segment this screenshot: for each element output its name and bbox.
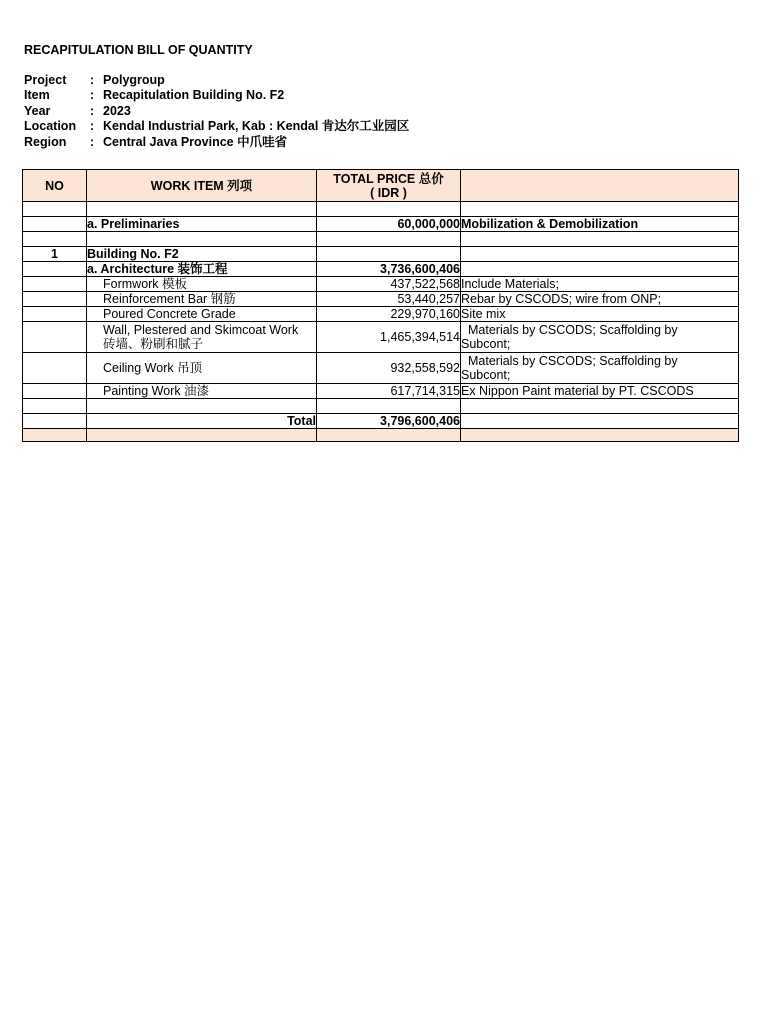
meta-row-item — [24, 88, 409, 103]
total-label: Total — [87, 414, 317, 429]
cell-empty — [87, 399, 317, 414]
meta-value-location: Kendal Industrial Park, Kab : Kendal 肯达尔工业园区 — [103, 119, 410, 134]
cell-no — [23, 414, 87, 429]
cell-note: Include Materials; — [461, 277, 739, 292]
note-line1: Materials by CSCODS; Scaffolding by — [468, 323, 678, 337]
total-price: 3,796,600,406 — [317, 414, 461, 429]
meta-row-location — [24, 119, 409, 134]
cell-work-item: Poured Concrete Grade — [87, 307, 317, 322]
cell-empty — [87, 232, 317, 247]
footer-cell — [317, 429, 461, 442]
cell-work-item — [87, 322, 317, 353]
table-row — [23, 292, 739, 307]
cell-note — [461, 414, 739, 429]
table-row — [23, 307, 739, 322]
meta-label-year: Year — [24, 103, 51, 118]
footer-cell — [461, 429, 739, 442]
note-line2: Subcont; — [461, 368, 511, 382]
cell-total-price: 932,558,592 — [317, 353, 461, 384]
meta-row-region — [24, 135, 409, 150]
work-item-line2: 砖墙、粉刷和腻子 — [103, 337, 204, 351]
cell-note — [461, 262, 739, 277]
cell-empty — [317, 232, 461, 247]
header-total-price — [317, 170, 461, 202]
cell-total-price: 617,714,315 — [317, 384, 461, 399]
header-work-item: WORK ITEM 列项 — [87, 170, 317, 202]
cell-total-price: 3,736,600,406 — [317, 262, 461, 277]
cell-empty — [23, 202, 87, 217]
table-row-ceiling — [23, 353, 739, 384]
cell-no — [23, 277, 87, 292]
cell-note: Rebar by CSCODS; wire from ONP; — [461, 292, 739, 307]
cell-total-price: 229,970,160 — [317, 307, 461, 322]
cell-note: Site mix — [461, 307, 739, 322]
table-row-total — [23, 414, 739, 429]
meta-label-item: Item — [24, 88, 50, 103]
bill-of-quantity-table — [22, 169, 739, 442]
cell-total-price: 53,440,257 — [317, 292, 461, 307]
cell-work-item: a. Architecture 装饰工程 — [87, 262, 317, 277]
table-row-painting — [23, 384, 739, 399]
cell-empty — [87, 202, 317, 217]
meta-colon: : — [90, 103, 95, 118]
cell-no — [23, 292, 87, 307]
meta-label-location: Location — [24, 119, 77, 134]
cell-no — [23, 384, 87, 399]
table-row-architecture — [23, 262, 739, 277]
table-row-wall — [23, 322, 739, 353]
cell-no — [23, 353, 87, 384]
cell-no — [23, 307, 87, 322]
note-line2: Subcont; — [461, 337, 511, 351]
cell-total-price: 60,000,000 — [317, 217, 461, 232]
cell-total-price: 1,465,394,514 — [317, 322, 461, 353]
cell-empty — [23, 399, 87, 414]
cell-empty — [317, 399, 461, 414]
cell-no — [23, 217, 87, 232]
header-note — [461, 170, 739, 202]
cell-work-item: Formwork 模板 — [87, 277, 317, 292]
cell-note — [461, 322, 739, 353]
meta-colon: : — [90, 88, 95, 103]
meta-colon: : — [90, 73, 95, 87]
cell-work-item: Building No. F2 — [87, 247, 317, 262]
meta-label-project: Project — [24, 73, 67, 87]
table-row-blank — [23, 232, 739, 247]
table-header-row — [23, 170, 739, 202]
cell-empty — [461, 232, 739, 247]
table-row-blank — [23, 202, 739, 217]
cell-work-item: Painting Work 油漆 — [87, 384, 317, 399]
cell-note — [461, 247, 739, 262]
cell-empty — [461, 202, 739, 217]
cell-total-price — [317, 247, 461, 262]
footer-cell — [87, 429, 317, 442]
meta-value-region: Central Java Province 中爪哇省 — [103, 134, 288, 149]
meta-label-region: Region — [24, 134, 67, 149]
cell-note: Mobilization & Demobilization — [461, 217, 739, 232]
cell-no: 1 — [23, 247, 87, 262]
cell-work-item: Reinforcement Bar 钢筋 — [87, 292, 317, 307]
header-no: NO — [23, 170, 87, 202]
cell-empty — [23, 232, 87, 247]
table-row-preliminaries — [23, 217, 739, 232]
cell-work-item: Ceiling Work 吊顶 — [87, 353, 317, 384]
meta-row-project — [24, 73, 409, 88]
cell-note — [461, 353, 739, 384]
cell-total-price: 437,522,568 — [317, 277, 461, 292]
cell-empty — [317, 202, 461, 217]
cell-no — [23, 262, 87, 277]
cell-work-item: a. Preliminaries — [87, 217, 317, 232]
table-footer-row — [23, 429, 739, 442]
note-line1: Materials by CSCODS; Scaffolding by — [468, 354, 678, 368]
table-row — [23, 277, 739, 292]
cell-no — [23, 322, 87, 353]
table-row-blank — [23, 399, 739, 414]
footer-cell — [23, 429, 87, 442]
header-total-price-line1: TOTAL PRICE 总价 — [333, 171, 444, 186]
cell-note: Ex Nippon Paint material by PT. CSCODS — [461, 384, 739, 399]
meta-value-year: 2023 — [103, 103, 131, 118]
meta-colon: : — [90, 119, 95, 134]
table-row-building — [23, 247, 739, 262]
work-item-line1: Wall, Plestered and Skimcoat Work — [103, 323, 299, 337]
project-meta — [24, 73, 409, 150]
meta-row-year — [24, 104, 409, 119]
meta-colon: : — [90, 134, 95, 149]
document-title: RECAPITULATION BILL OF QUANTITY — [24, 43, 253, 57]
cell-empty — [461, 399, 739, 414]
meta-value-project: Polygroup — [103, 73, 165, 87]
meta-value-item: Recapitulation Building No. F2 — [103, 88, 285, 103]
header-total-price-line2: ( IDR ) — [370, 185, 407, 200]
